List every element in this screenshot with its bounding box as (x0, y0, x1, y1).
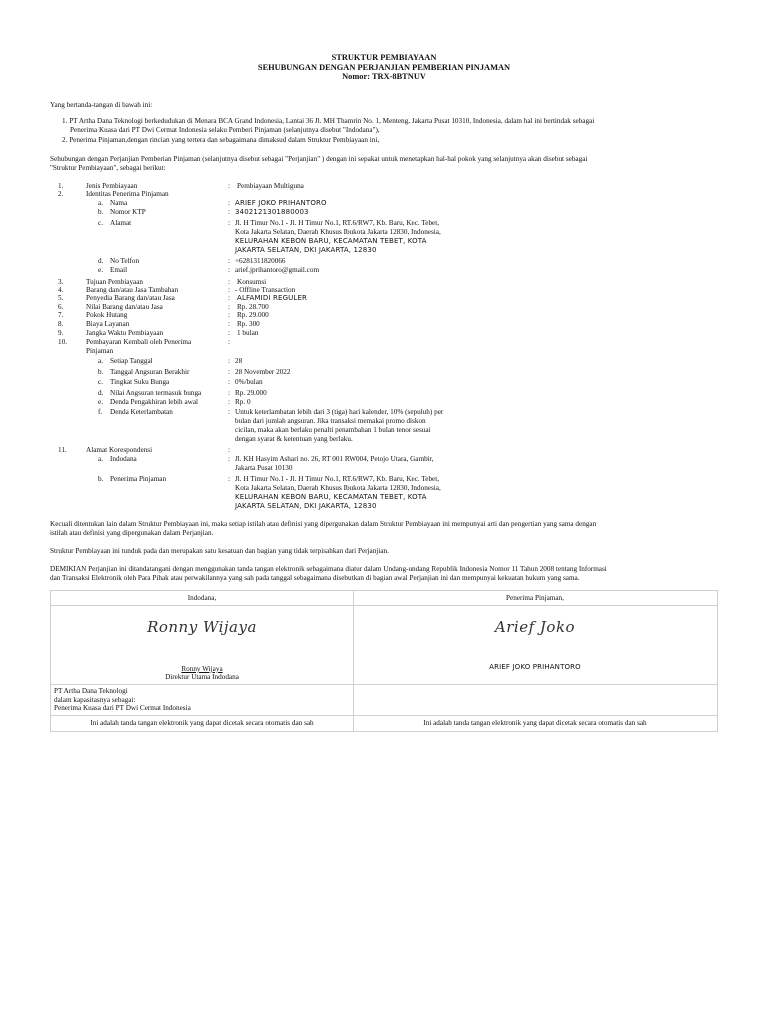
item-colon: : (228, 475, 230, 483)
document-number-value: TRX-8BTNUV (371, 72, 426, 82)
item-number: a. (98, 357, 103, 365)
item-number: e. (98, 266, 103, 274)
item-colon: : (228, 219, 230, 227)
item-colon: : (228, 408, 230, 416)
closing-paragraph-2: Struktur Pembiayaan ini tunduk pada dan merupakan satu kesatuan dan bagian yang tidak terpisahkan dari Perjanjian. (50, 547, 389, 555)
indodana-address-line-2: Jakarta Pusat 10130 (235, 464, 293, 472)
item-number: 11. (58, 446, 67, 454)
item-label: Denda Keterlambatan (110, 408, 173, 416)
signature-table (50, 590, 718, 732)
item-value: Rp. 300 (237, 320, 260, 328)
borrower-address-line-1: Jl. H Timur No.1 - Jl. H Timur No.1, RT.6/RW7, Kb. Baru, Kec. Tebet, (235, 219, 440, 227)
item-value: 1 bulan (237, 329, 259, 337)
item-number: 8. (58, 320, 64, 328)
item-colon: : (228, 378, 230, 386)
item-value: Konsumsi (237, 278, 267, 286)
item-number: 3. (58, 278, 64, 286)
item-label: Barang dan/atau Jasa Tambahan (86, 286, 179, 294)
item-label: Biaya Layanan (86, 320, 130, 328)
lender-header: Indodana, (187, 594, 217, 602)
item-value: Rp. 29.000 (237, 311, 269, 319)
table-divider (353, 591, 354, 731)
borrower-e-signature-note: Ini adalah tanda tangan elektronik yang dapat dicetak secara otomatis dan sah (423, 719, 647, 727)
lender-signature: Ronny Wijaya (147, 618, 257, 636)
lender-signer-title: Direktur Utama Indodana (165, 673, 239, 681)
borrower-correspondence-line-2: Kota Jakarta Selatan, Daerah Khusus Ibukota Jakarta 12830, Indonesia, (235, 484, 441, 492)
item-label: Jenis Pembiayaan (86, 182, 138, 190)
item-label: Nomor KTP (110, 208, 146, 216)
item-number: 1. (58, 182, 64, 190)
item-value: 0%/bulan (235, 378, 263, 386)
borrower-address-line-2: Kota Jakarta Selatan, Daerah Khusus Ibukota Jakarta 12830, Indonesia, (235, 228, 441, 236)
item-colon: : (228, 311, 230, 319)
item-number: 9. (58, 329, 64, 337)
item-colon: : (228, 329, 230, 337)
item-value: - Offline Transaction (235, 286, 296, 294)
item-label: Denda Pengakhiran lebih awal (110, 398, 199, 406)
item-value: Rp. 28.700 (237, 303, 269, 311)
item-colon: : (228, 357, 230, 365)
borrower-phone: +6281311820066 (235, 257, 286, 265)
item-number: d. (98, 389, 104, 397)
lender-company-line-3: Penerima Kuasa dari PT Dwi Cermat Indonesia (54, 704, 191, 712)
closing-paragraph-3-line-1: DEMIKIAN Perjanjian ini ditandatangani dengan menggunakan tanda tangan elektronik sebagaimana diatur dalam Undang-undang Republik Indonesia Nomor 11 Tahun 2008 tentang Informasi (50, 565, 607, 573)
borrower-email: arief.jprihantoro@gmail.com (235, 266, 320, 274)
borrower-correspondence-line-3: KELURAHAN KEBON BARU, KECAMATAN TEBET, KOTA (235, 493, 427, 501)
intro-paragraph-line-1: Sehubungan dengan Perjanjian Pemberian Pinjaman (selanjutnya disebut sebagai "Perjanjian" ) dengan ini sepakat untuk menetapkan hal-hal pokok yang selanjutnya akan disebut sebagai (50, 155, 588, 163)
item-label: Pokok Hutang (86, 311, 128, 319)
item-value: 28 (235, 357, 243, 365)
item-label: Indodana (110, 455, 137, 463)
document-number (0, 72, 768, 82)
item-number: 7. (58, 311, 64, 319)
table-divider (51, 605, 717, 606)
item-number: b. (98, 208, 104, 216)
document-header (0, 53, 768, 82)
indodana-address-line-1: Jl. KH Hasyim Ashari no. 26, RT 001 RW004, Petojo Utara, Gambir, (235, 455, 434, 463)
item-number: b. (98, 368, 104, 376)
item-number: c. (98, 378, 103, 386)
item-colon: : (228, 199, 230, 207)
item-number: 2. (58, 190, 64, 198)
item-number: a. (98, 455, 103, 463)
item-label: Nama (110, 199, 128, 207)
borrower-signer-name: ARIEF JOKO PRIHANTORO (489, 663, 581, 671)
item-label: Tanggal Angsuran Berakhir (110, 368, 190, 376)
closing-paragraph-1-line-1: Kecuali ditentukan lain dalam Struktur Pembiayaan ini, maka setiap istilah atau definisi yang dipergunakan dalam Struktur Pembiayaan ini mempunyai arti dan pengertian yang sama dengan (50, 520, 597, 528)
item-number: 5. (58, 294, 64, 302)
party-2: 2. Penerima Pinjaman,dengan rincian yang tertera dan sebagaimana dimaksud dalam Struktur Pembiayaan ini, (62, 136, 380, 144)
borrower-ktp: 3402121301880003 (235, 208, 309, 216)
item-label: Jangka Waktu Pembiayaan (86, 329, 164, 337)
item-value: 28 November 2022 (235, 368, 291, 376)
item-number: c. (98, 219, 103, 227)
item-colon: : (228, 257, 230, 265)
item-label: Alamat (110, 219, 132, 227)
item-value: Rp. 0 (235, 398, 251, 406)
borrower-correspondence-line-4: JAKARTA SELATAN, DKI JAKARTA, 12830 (235, 502, 377, 510)
intro-paragraph-line-2: "Struktur Pembiayaan", sebagai berikut: (50, 164, 166, 172)
item-value: Pembiayaan Multiguna (237, 182, 304, 190)
item-colon: : (228, 294, 230, 302)
late-fee-line-4: dengan syarat & ketentuan yang berlaku. (235, 435, 353, 443)
item-colon: : (228, 398, 230, 406)
borrower-header: Penerima Pinjaman, (506, 594, 564, 602)
item-number: 4. (58, 286, 64, 294)
closing-paragraph-3-line-2: dan Transaksi Elektronik oleh Para Pihak atau perwakilannya yang sah pada tanggal sebagaimana disebutkan di bagian awal Perjanjian ini dan mempunyai kekuatan hukum yang sama. (50, 574, 580, 582)
item-label: Nilai Angsuran termasuk bunga (110, 389, 202, 397)
item-colon: : (228, 320, 230, 328)
item-colon: : (228, 446, 230, 454)
lender-e-signature-note: Ini adalah tanda tangan elektronik yang dapat dicetak secara otomatis dan sah (90, 719, 314, 727)
item-colon: : (228, 182, 230, 190)
document-number-label: Nomor: (342, 72, 370, 82)
item-label: No Telfon (110, 257, 140, 265)
item-label: Email (110, 266, 128, 274)
intro-opening: Yang bertanda-tangan di bawah ini: (50, 101, 153, 109)
item-label: Identitas Penerima Pinjaman (86, 190, 169, 198)
item-colon: : (228, 368, 230, 376)
borrower-address-line-4: JAKARTA SELATAN, DKI JAKARTA, 12830 (235, 246, 377, 254)
item-label: Alamat Korespondensi (86, 446, 153, 454)
item-number: 6. (58, 303, 64, 311)
borrower-address-line-3: KELURAHAN KEBON BARU, KECAMATAN TEBET, KOTA (235, 237, 427, 245)
document-title: STRUKTUR PEMBIAYAAN (331, 53, 437, 62)
item-label: Penyedia Barang dan/atau Jasa (86, 294, 175, 302)
borrower-name: ARIEF JOKO PRIHANTORO (235, 199, 327, 207)
item-label: Tingkat Suku Bunga (110, 378, 170, 386)
item-label: Tujuan Pembiayaan (86, 278, 144, 286)
item-label: Penerima Pinjaman (110, 475, 167, 483)
lender-signer-name: Ronny Wijaya (181, 665, 223, 673)
party-1-line-1: 1. PT Artha Dana Teknologi berkedudukan di Menara BCA Grand Indonesia, Lantai 36 Jl. MH Thamrin No. 1, Menteng, Jakarta Pusat 10310, Indonesia, dalam hal ini bertindak sebagai (62, 117, 595, 125)
party-1-line-2: Penerima Kuasa dari PT Dwi Cermat Indonesia selaku Pemberi Pinjaman (selanjutnya disebut "Indodana"), (70, 126, 380, 134)
item-number: f. (98, 408, 103, 416)
borrower-signature: Arief Joko (494, 618, 576, 636)
lender-company-line-2: dalam kapasitasnya sebagai: (54, 696, 136, 704)
item-colon: : (228, 389, 230, 397)
item-value: ALFAMIDI REGULER (237, 294, 308, 302)
late-fee-line-1: Untuk keterlambatan lebih dari 3 (tiga) hari kalender, 10% (sepuluh) per (235, 408, 444, 416)
item-colon: : (228, 455, 230, 463)
document-subtitle: SEHUBUNGAN DENGAN PERJANJIAN PEMBERIAN PINJAMAN (257, 62, 511, 72)
item-colon: : (228, 286, 230, 294)
borrower-correspondence-line-1: Jl. H Timur No.1 - Jl. H Timur No.1, RT.6/RW7, Kb. Baru, Kec. Tebet, (235, 475, 440, 483)
table-divider (51, 684, 717, 685)
table-divider (51, 715, 717, 716)
item-label: Nilai Barang dan/atau Jasa (86, 303, 163, 311)
closing-paragraph-1-line-2: istilah atau definisi yang dipergunakan dalam Perjanjian. (50, 529, 214, 537)
item-colon: : (228, 338, 230, 346)
item-colon: : (228, 208, 230, 216)
item-label-line-1: Pembayaran Kembali oleh Penerima (86, 338, 192, 346)
lender-company-line-1: PT Artha Dana Teknologi (54, 687, 128, 695)
item-number: 10. (58, 338, 67, 346)
late-fee-line-2: bulan dari jumlah angsuran. Jika transaksi memakai promo diskon (235, 417, 426, 425)
item-label-line-2: Pinjaman (86, 347, 114, 355)
item-colon: : (228, 266, 230, 274)
item-colon: : (228, 303, 230, 311)
item-number: a. (98, 199, 103, 207)
item-number: b. (98, 475, 104, 483)
late-fee-line-3: cicilan, maka akan berlaku penalti penambahan 1 bulan tenor sesuai (235, 426, 431, 434)
item-colon: : (228, 278, 230, 286)
item-value: Rp. 29.000 (235, 389, 267, 397)
item-label: Setiap Tanggal (110, 357, 153, 365)
item-number: d. (98, 257, 104, 265)
item-number: e. (98, 398, 103, 406)
